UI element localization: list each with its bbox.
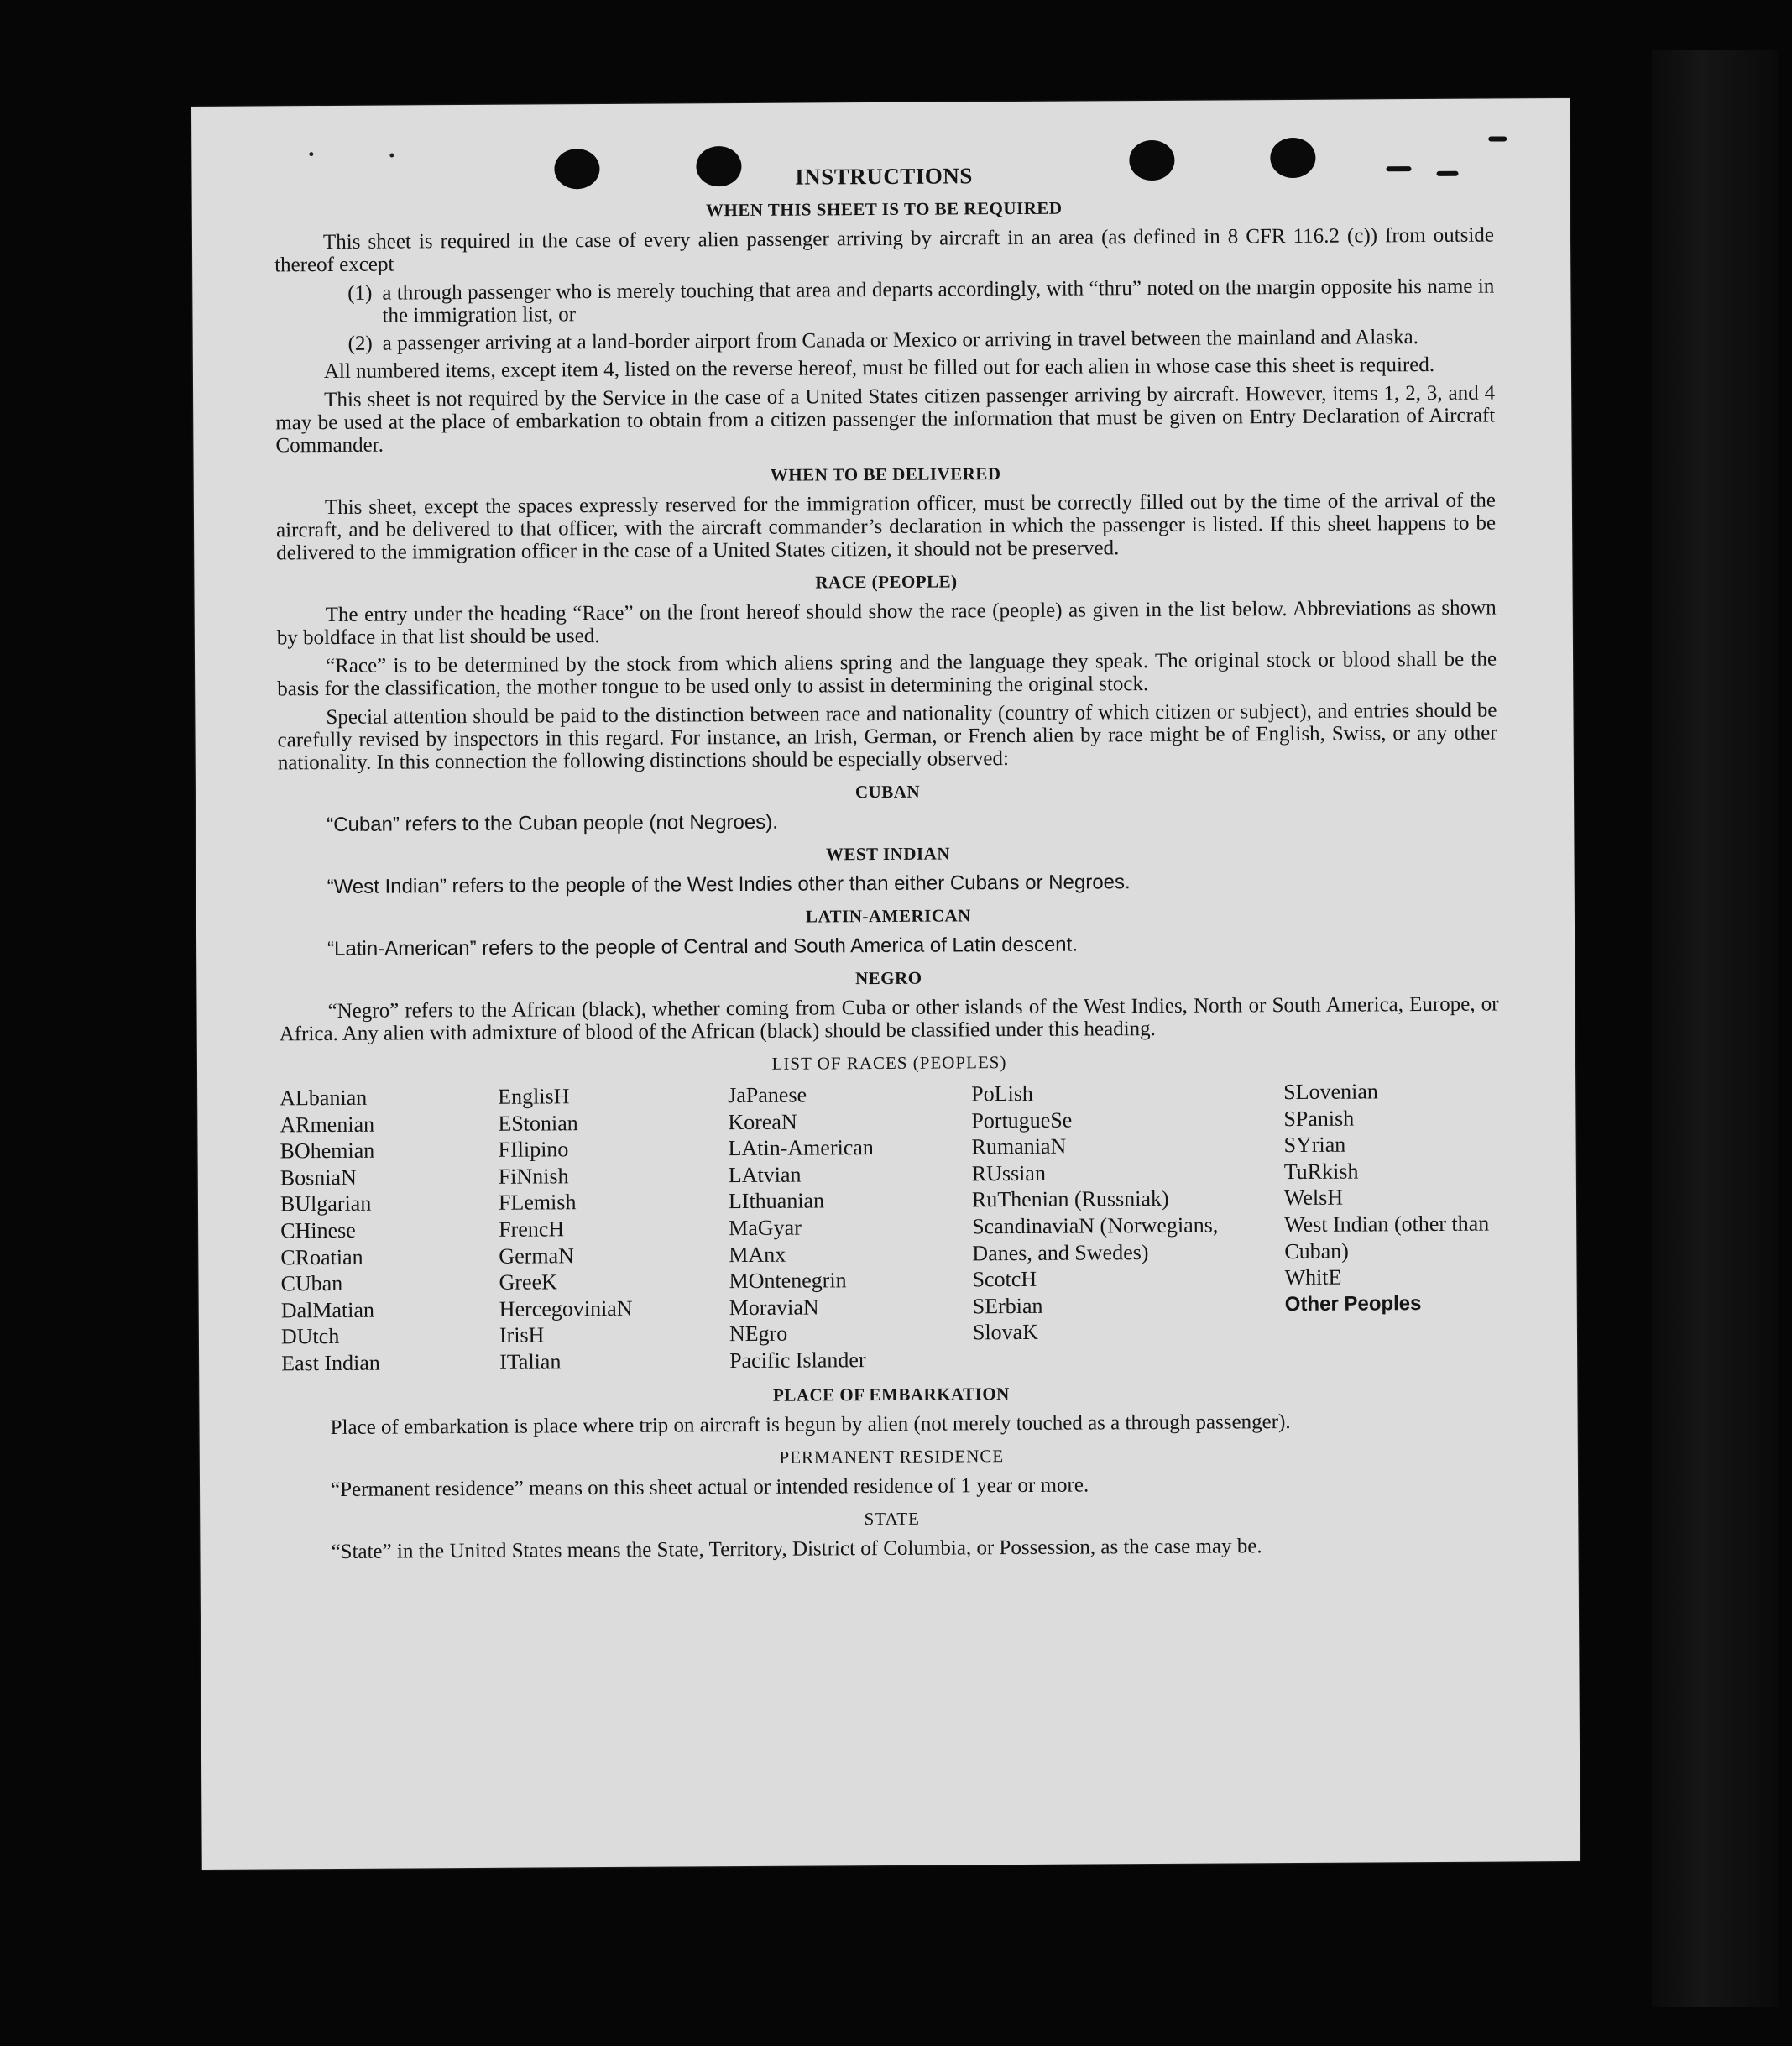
race-entry: FrencH (499, 1217, 565, 1242)
race-entry: Other Peoples (1284, 1291, 1422, 1316)
races-column (1283, 1078, 1501, 1371)
heading-negro: NEGRO (855, 967, 922, 989)
race-entry: BUlgarian (280, 1191, 372, 1217)
race-entry: EnglisH (498, 1084, 570, 1109)
race-entry: LAtin-American (728, 1135, 874, 1161)
races-list (280, 1078, 1501, 1377)
heading-permanent-residence: PERMANENT RESIDENCE (779, 1445, 1005, 1468)
paragraph-delivered: This sheet, except the spaces expressly reserved for the immigration officer, must be correctly filled out by the time of the arrival of the aircraft, and be delivered to that officer, with the aircraft commander’s declaration in which the passenger is listed. If this sheet happens to be delivered to the immigration officer in the case of a United States citizen, it should not be preserved. (276, 489, 1497, 565)
race-entry: SPanish (1283, 1106, 1355, 1131)
race-entry: JaPanese (728, 1082, 807, 1108)
heading-cuban: CUBAN (854, 781, 921, 803)
exception-item (274, 275, 1494, 328)
paragraph-residence: “Permanent residence” means on this sheet actual or intended residence of 1 year or more. (330, 1473, 1089, 1501)
paragraph-race-1: The entry under the heading “Race” on the front hereof should show the race (people) as given in the list below. Abbreviations as shown by boldface in that list should be used. (276, 596, 1497, 650)
heading-when-required: WHEN THIS SHEET IS TO BE REQUIRED (705, 197, 1063, 221)
races-column (498, 1082, 729, 1375)
race-entry: LAtvian (728, 1162, 802, 1187)
race-entry: NEgro (729, 1321, 788, 1347)
exception-item (275, 326, 1495, 356)
race-entry: ScotcH (972, 1267, 1037, 1292)
sheet-content (274, 162, 1502, 1569)
race-entry: FLemish (498, 1190, 577, 1216)
scan-speck (389, 154, 394, 158)
paragraph-race-2: “Race” is to be determined by the stock from which aliens spring and the language they speak. The original stock or blood shall be the basis for the classification, the mother tongue to be used only to assist in determining the original stock. (277, 647, 1497, 701)
races-column (728, 1081, 973, 1374)
race-entry: FiNnish (498, 1164, 569, 1189)
race-entry: WelsH (1283, 1185, 1344, 1211)
paragraph-numbered-items: All numbered items, except item 4, listed on the reverse hereof, must be filled out for each alien in whose case this sheet is required. (323, 353, 1435, 384)
paragraph-race-3: Special attention should be paid to the distinction between race and nationality (country of which citizen or subject), and entries should be carefully revised by inspectors in this regard. For instance, an Irish, German, or French alien by race might be of English, Swiss, or any other nationality. In this connection the following distinctions should be especially observed: (277, 699, 1497, 775)
race-entry: EStonian (498, 1110, 578, 1136)
paragraph-state: “State” in the United States means the State, Territory, District of Columbia, or Possession, as the case may be. (331, 1534, 1262, 1563)
instruction-sheet (191, 98, 1580, 1870)
race-entry: GreeK (499, 1269, 557, 1295)
item-number: (2) (347, 332, 373, 355)
heading-place-of-embarkation: PLACE OF EMBARKATION (772, 1383, 1010, 1405)
race-entry: RUssian (971, 1160, 1046, 1186)
heading-list-of-races: LIST OF RACES (PEOPLES) (771, 1052, 1007, 1074)
paragraph-embarkation: Place of embarkation is place where trip on aircraft is begun by alien (not merely touched as a through passenger). (330, 1410, 1291, 1439)
scan-background-edge (1652, 50, 1778, 2007)
heading-west-indian: WEST INDIAN (825, 843, 951, 865)
definition-west-indian: “West Indian” refers to the people of the West Indies other than either Cubans or Negroes. (327, 871, 1131, 899)
paragraph-required-intro: This sheet is required in the case of every alien passenger arriving by aircraft in an area (as defined in 8 CFR 116.2 (c)) from outside thereof except (274, 223, 1495, 277)
race-entry: RuThenian (Russniak) (971, 1186, 1169, 1212)
item-number: (1) (347, 281, 373, 305)
race-entry: BosniaN (280, 1164, 357, 1190)
race-entry: DUtch (280, 1324, 340, 1349)
race-entry: PoLish (971, 1081, 1033, 1107)
race-entry: SErbian (972, 1293, 1043, 1319)
race-entry: ScandinaviaN (Norwegians, Danes, and Swedes) (972, 1212, 1219, 1265)
scan-speck (309, 152, 313, 156)
item-text: a through passenger who is merely touching that area and departs accordingly, with “thru” noted on the margin opposite his name in the immigration list, or (382, 275, 1495, 327)
race-entry: ALbanian (280, 1085, 368, 1111)
race-entry: MAnx (729, 1242, 786, 1267)
item-text: a passenger arriving at a land-border airport from Canada or Mexico or arriving in travel between the mainland and Alaska. (382, 326, 1419, 355)
race-entry: FIlipino (498, 1137, 569, 1162)
race-entry: MOntenegrin (729, 1268, 847, 1294)
race-entry: CRoatian (280, 1244, 363, 1269)
race-entry: KoreaN (728, 1109, 797, 1134)
heading-when-delivered: WHEN TO BE DELIVERED (770, 463, 1001, 485)
definition-latin-american: “Latin-American” refers to the people of Central and South America of Latin descent. (327, 933, 1079, 961)
paragraph-negro: “Negro” refers to the African (black), whether coming from Cuba or other islands of the West Indies, North or South America, Europe, or Africa. Any alien with admixture of blood of the African (black) should be classified under this heading. (279, 992, 1499, 1046)
definition-cuban: “Cuban” refers to the Cuban people (not Negroes). (327, 810, 778, 837)
race-entry: WhitE (1284, 1264, 1342, 1290)
race-entry: CUban (280, 1271, 343, 1296)
race-entry: ITalian (499, 1349, 562, 1374)
race-entry: TuRkish (1283, 1159, 1359, 1184)
race-entry: RumaniaN (971, 1133, 1067, 1159)
heading-race: RACE (PEOPLE) (815, 571, 958, 593)
race-entry: SlovaK (972, 1320, 1039, 1345)
heading-latin-american: LATIN-AMERICAN (805, 905, 971, 927)
race-entry: HercegoviniaN (499, 1295, 633, 1321)
race-entry: DalMatian (280, 1297, 375, 1323)
race-entry: LIthuanian (728, 1188, 825, 1214)
race-entry: IrisH (499, 1322, 545, 1348)
race-entry: ARmenian (280, 1112, 375, 1137)
race-entry: Pacific Islander (729, 1347, 866, 1374)
race-entry: PortugueSe (971, 1107, 1073, 1133)
race-entry: GermaN (499, 1243, 574, 1269)
race-entry: SLovenian (1283, 1079, 1378, 1105)
races-column (280, 1084, 499, 1377)
heading-state: STATE (864, 1508, 921, 1529)
race-entry: MaGyar (729, 1215, 802, 1241)
race-entry: MoraviaN (729, 1295, 819, 1320)
document-title: INSTRUCTIONS (795, 163, 973, 190)
race-entry: BOhemian (280, 1138, 375, 1164)
race-entry: West Indian (other than Cuban) (1284, 1211, 1490, 1264)
scan-mark (1488, 136, 1507, 141)
race-entry: CHinese (280, 1217, 356, 1243)
race-entry: East Indian (281, 1350, 380, 1376)
paragraph-citizen: This sheet is not required by the Service in the case of a United States citizen passenger arriving by aircraft. However, items 1, 2, 3, and 4 may be used at the place of embarkation to obtain from a citizen passenger the information that must be given on Entry Declaration of Aircraft Commander. (275, 381, 1496, 458)
race-entry: SYrian (1283, 1132, 1346, 1158)
races-column (971, 1080, 1225, 1373)
